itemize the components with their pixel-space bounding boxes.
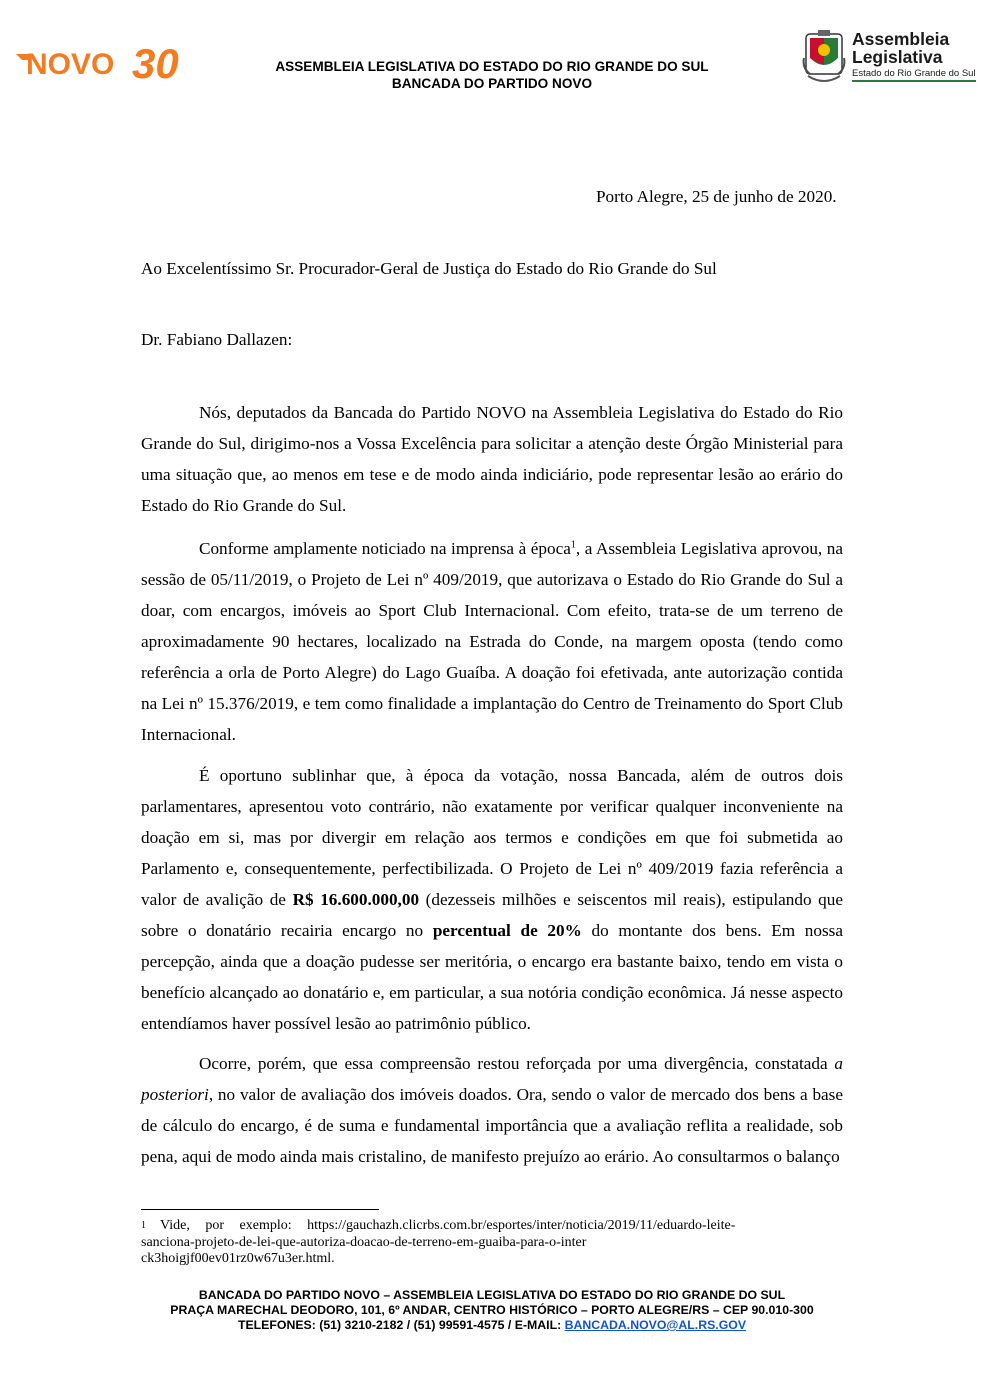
paragraph-2 [141, 533, 843, 750]
footer-phones: TELEFONES: (51) 3210-2182 / (51) 99591-4575 / E-MAIL: [237, 1318, 565, 1332]
footnote-line-2[interactable]: sanciona-projeto-de-lei-que-autoriza-doacao-de-terreno-em-guaiba-para-o-inter [141, 1234, 587, 1250]
paragraph-4-text-b: , no valor de avaliação dos imóveis doados. Ora, sendo o valor de mercado dos bens a base de cálculo do encargo, é de suma e fundamental importância que a avaliação reflita a realidade, sob pena, aqui de modo ainda mais cristalino, de manifesto prejuízo ao erário. Ao consultarmos o balanço [141, 1085, 843, 1166]
assembleia-logo-line-2: Legislativa [852, 47, 943, 67]
footnote [141, 1218, 843, 1268]
footnote-divider [141, 1209, 379, 1210]
footer-line-2: PRAÇA MARECHAL DEODORO, 101, 6º ANDAR, CENTRO HISTÓRICO – PORTO ALEGRE/RS – CEP 90.010-300 [170, 1303, 814, 1317]
letterhead-title [232, 58, 752, 92]
letter-footer [80, 1288, 904, 1333]
letter-date: Porto Alegre, 25 de junho de 2020. [596, 187, 837, 206]
novo-logo-number: 30 [132, 40, 179, 84]
letterhead-line-2: BANCADA DO PARTIDO NOVO [391, 76, 593, 91]
paragraph-1-text: Nós, deputados da Bancada do Partido NOVO na Assembleia Legislativa do Estado do Rio Grande do Sul, dirigimo-nos a Vossa Excelência para solicitar a atenção deste Órgão Ministerial para uma situação que, ao menos em tese e de modo ainda indiciário, pode representar lesão ao erário do Estado do Rio Grande do Sul. [141, 403, 843, 515]
footnote-mark: 1 [141, 1220, 146, 1231]
paragraph-2-text-a: Conforme amplamente noticiado na imprensa à época [199, 539, 571, 558]
encumbrance-percentage: percentual de 20% [432, 921, 582, 940]
paragraph-3-text-b: (dezesseis milhões e seiscentos mil reais), estipulando que sobre o donatário recairia encargo no [141, 890, 844, 940]
paragraph-4-text-a: Ocorre, porém, que essa compreensão restou reforçada por uma divergência, constatada [199, 1054, 835, 1073]
paragraph-1 [141, 397, 843, 521]
footer-line-1: BANCADA DO PARTIDO NOVO – ASSEMBLEIA LEGISLATIVA DO ESTADO DO RIO GRANDE DO SUL [198, 1288, 786, 1302]
paragraph-3-text-a: É oportuno sublinhar que, à época da votação, nossa Bancada, além de outros dois parlamentares, apresentou voto contrário, não exatamente por verificar qualquer inconveniente na doação em si, mas por divergir em relação aos termos e condições em que foi submetida ao Parlamento e, consequentemente, perfectibilizada. O Projeto de Lei nº 409/2019 fazia referência a valor de avalição de [141, 766, 843, 909]
letterhead-line-1: ASSEMBLEIA LEGISLATIVA DO ESTADO DO RIO GRANDE DO SUL [275, 59, 709, 74]
footnote-line-3[interactable]: ck3hoigjf00ev01rz0w67u3er.html. [141, 1251, 335, 1266]
valuation-amount: R$ 16.600.000,00 [292, 890, 420, 909]
paragraph-4 [141, 1048, 843, 1172]
footer-line-3 [80, 1318, 904, 1333]
paragraph-4-italic: a posteriori [141, 1054, 843, 1104]
assembleia-logo-text [852, 30, 976, 82]
letter-addressee: Ao Excelentíssimo Sr. Procurador-Geral de Justiça do Estado do Rio Grande do Sul [141, 259, 717, 278]
paragraph-3 [141, 760, 843, 1039]
footnote-reference[interactable]: 1 [570, 539, 576, 551]
assembleia-logo-line-1: Assembleia [852, 29, 950, 49]
paragraph-2-text-b: , a Assembleia Legislativa aprovou, na sessão de 05/11/2019, o Projeto de Lei nº 409/2019, que autorizava o Estado do Rio Grande do Sul a doar, com encargos, imóveis ao Sport Club Internacional. Com efeito, trata-se de um terreno de aproximadamente 90 hectares, localizado na Estrada do Conde, na margem oposta (tendo como referência a orla de Porto Alegre) do Lago Guaíba. A doação foi efetivada, ante autorização contida na Lei nº 15.376/2019, e tem como finalidade a implantação do Centro de Treinamento do Sport Club Internacional. [141, 539, 843, 744]
novo-logo-text: NOVO [26, 48, 115, 81]
letter-salutation: Dr. Fabiano Dallazen: [141, 330, 293, 349]
assembleia-logo-line-3: Estado do Rio Grande do Sul [852, 67, 976, 82]
email-link[interactable]: BANCADA.NOVO@AL.RS.GOV [564, 1318, 747, 1332]
footnote-line-1[interactable]: Vide, por exemplo: https://gauchazh.clicrbs.com.br/esportes/inter/noticia/2019/11/eduardo-leite- [160, 1218, 736, 1233]
novo-30-logo [14, 38, 210, 84]
paragraph-3-text-c: do montante dos bens. Em nossa percepção, ainda que a doação pudesse ser meritória, o encargo era bastante baixo, tendo em vista o benefício alcançado ao donatário e, em particular, a sua notória condição econômica. Já nesse aspecto entendíamos haver possível lesão ao patrimônio público. [141, 921, 844, 1033]
